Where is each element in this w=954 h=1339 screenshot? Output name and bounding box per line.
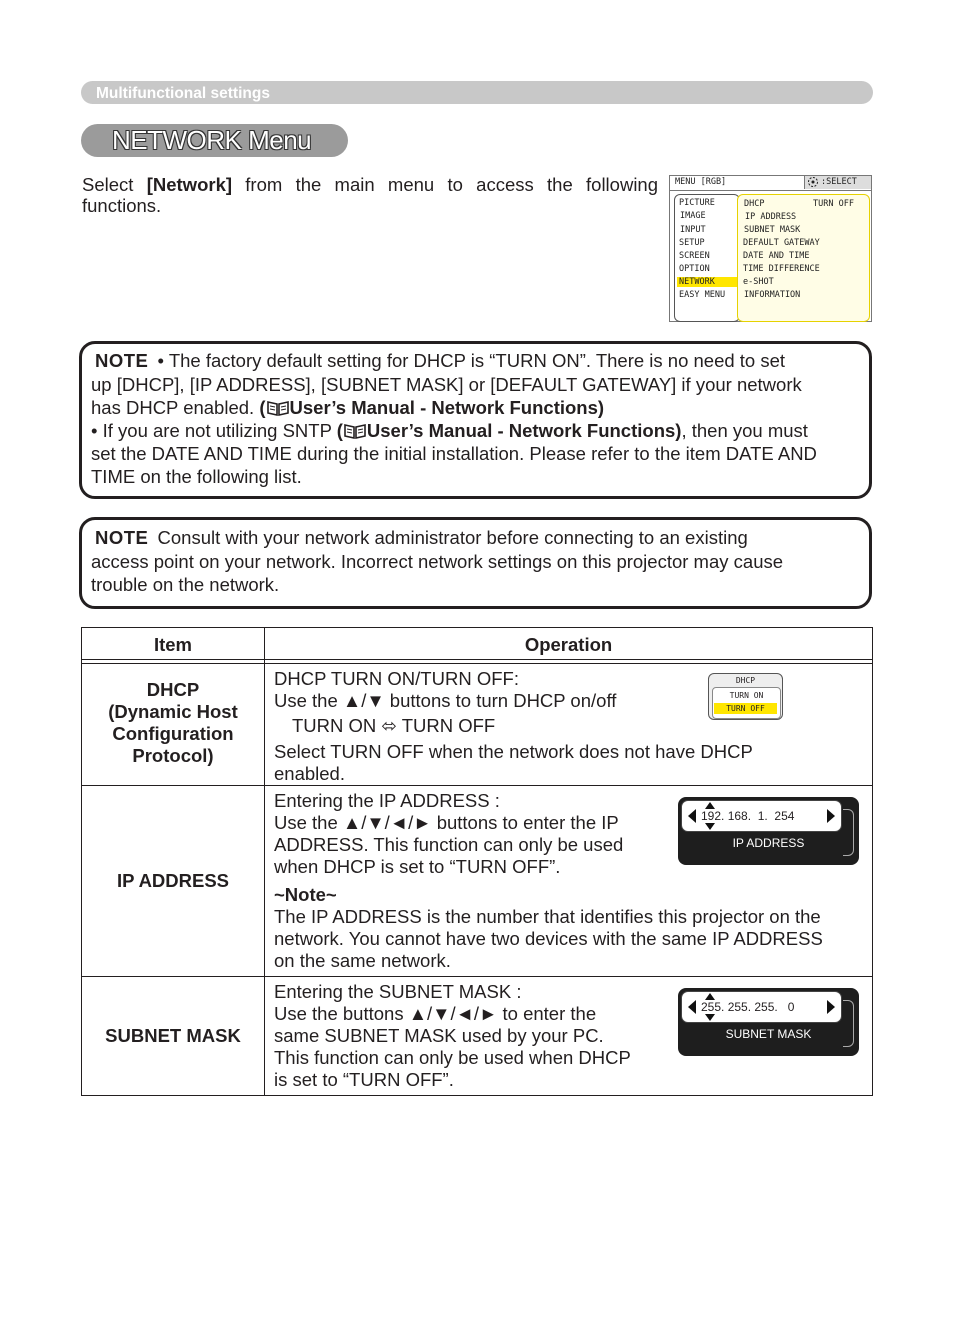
menu-item-network[interactable]: NETWORK <box>677 277 737 287</box>
note-box-network-admin <box>79 517 872 609</box>
menu-item-easy-menu[interactable]: EASY MENU <box>679 290 726 300</box>
submenu-item-dhcp[interactable]: DHCP <box>744 199 765 209</box>
subnet-mask-field[interactable] <box>681 991 842 1023</box>
table-column-divider <box>264 628 265 1095</box>
note1-line1: • The factory default setting for DHCP is “TURN ON”. There is no need to set <box>152 350 786 371</box>
intro-paragraph <box>82 174 658 216</box>
op-line: DHCP TURN ON/TURN OFF: <box>274 668 519 689</box>
subnet-mask-value: 255. 255. 255. 0 <box>701 1000 795 1014</box>
menu-item-setup[interactable]: SETUP <box>679 238 705 248</box>
menu-title: MENU [RGB] <box>675 177 727 187</box>
menu-item-image[interactable]: IMAGE <box>680 211 706 221</box>
submenu-item-information[interactable]: INFORMATION <box>744 290 801 300</box>
item-line: Configuration <box>112 723 234 744</box>
submenu-item-default-gateway[interactable]: DEFAULT GATEWAY <box>743 238 820 248</box>
table-header-divider-2 <box>82 663 872 664</box>
left-arrow-icon[interactable] <box>688 1000 696 1014</box>
item-line: Protocol) <box>132 745 214 766</box>
note2-line3: trouble on the network. <box>91 574 280 595</box>
submenu-item-time-difference[interactable]: TIME DIFFERENCE <box>743 264 820 274</box>
note1-line4-a: • If you are not utilizing SNTP <box>91 420 337 441</box>
menu-select-hint <box>804 176 871 189</box>
note2-line1: Consult with your network administrator before connecting to an existing <box>152 527 748 548</box>
table-row-divider <box>82 785 872 786</box>
submenu-item-subnet-mask[interactable]: SUBNET MASK <box>744 225 801 235</box>
op-line: on the same network. <box>274 950 451 971</box>
table-header-item: Item <box>153 634 193 655</box>
note1-manual-ref-1: User’s Manual - Network Functions) <box>289 397 605 418</box>
note-box-dhcp: NOTE • The factory default setting for DHCP is “TURN ON”. There is no need to set up [DHCP], [IP ADDRESS], [SUBNET MASK] or [DEFAULT GATEWAY] if your network has DHCP enabled. ( User’s Manual - Network Functions) • If you are not utilizing SNTP ( User’s Manual - Network Functions), then you must set the DATE AND TIME during the initial installation. Please refer to the item DATE AND TIME on the following list. <box>79 341 872 499</box>
right-arrow-icon[interactable] <box>827 809 835 823</box>
table-row-dhcp-item <box>82 679 264 767</box>
table-header-divider <box>82 659 872 660</box>
subnet-mask-osd-widget <box>678 988 859 1056</box>
subnet-mask-label: SUBNET MASK <box>725 1027 812 1041</box>
submenu-dhcp-value: TURN OFF <box>813 199 854 209</box>
menu-item-screen[interactable]: SCREEN <box>679 251 710 261</box>
op-line: Entering the SUBNET MASK : <box>274 981 522 1002</box>
ip-address-field[interactable] <box>681 800 842 832</box>
note1-line3: has DHCP enabled. <box>91 397 260 418</box>
op-line: network. You cannot have two devices with the same IP ADDRESS <box>274 928 823 949</box>
note-label: NOTE <box>91 526 152 549</box>
intro-text-post: from the main menu to access the following functions. <box>82 174 659 216</box>
submenu-item-date-and-time[interactable]: DATE AND TIME <box>743 251 810 261</box>
op-line: is set to “TURN OFF”. <box>274 1069 454 1090</box>
op-line: Select TURN OFF when the network does not have DHCP <box>274 741 753 762</box>
menu-top-bar <box>670 176 871 191</box>
op-line: Use the ▲/▼ buttons to turn DHCP on/off <box>274 690 617 711</box>
note1-manual-ref-2: User’s Manual - Network Functions) <box>366 420 682 441</box>
dhcp-osd-options <box>712 687 781 719</box>
op-line: This function can only be used when DHCP <box>274 1047 631 1068</box>
op-line: The IP ADDRESS is the number that identifies this projector on the <box>274 906 821 927</box>
menu-main-list <box>674 194 740 322</box>
ip-address-label: IP ADDRESS <box>732 836 805 850</box>
note2-line2: access point on your network. Incorrect network settings on this projector may cause <box>91 551 784 572</box>
note1-line2: up [DHCP], [IP ADDRESS], [SUBNET MASK] or [DEFAULT GATEWAY] if your network <box>91 374 802 395</box>
table-row-subnet-operation <box>274 981 631 1091</box>
note-label: NOTE <box>91 349 152 372</box>
manual-book-icon <box>267 400 289 416</box>
menu-select-text: :SELECT <box>821 177 857 187</box>
table-header-operation: Operation <box>524 634 613 655</box>
section-header-bar <box>81 81 873 104</box>
ip-address-osd-widget <box>678 797 859 865</box>
op-line: enabled. <box>274 763 345 784</box>
op-line: same SUBNET MASK used by your PC. <box>274 1025 604 1046</box>
menu-network-submenu <box>737 194 870 322</box>
submenu-item-ip-address[interactable]: IP ADDRESS <box>745 212 797 222</box>
note1-line6: TIME on the following list. <box>91 466 302 487</box>
dhcp-osd-title: DHCP <box>735 676 756 685</box>
op-note-heading: ~Note~ <box>274 884 337 905</box>
submenu-item-e-shot[interactable]: e-SHOT <box>743 277 774 287</box>
dhcp-option-turn-off[interactable]: TURN OFF <box>714 703 777 714</box>
menu-item-input[interactable]: INPUT <box>680 225 706 235</box>
page-title-pill <box>81 124 348 157</box>
section-header-text: Multifunctional settings <box>96 85 270 102</box>
item-line: IP ADDRESS <box>116 870 230 891</box>
op-line: Use the buttons ▲/▼/◄/► to enter the <box>274 1003 597 1024</box>
note1-line5: set the DATE AND TIME during the initial installation. Please refer to the item DATE AND <box>91 443 817 464</box>
menu-item-option[interactable]: OPTION <box>679 264 710 274</box>
op-line: Use the ▲/▼/◄/► buttons to enter the IP <box>274 812 619 833</box>
dhcp-option-turn-on[interactable]: TURN ON <box>729 691 764 700</box>
page-title: NETWORK Menu <box>112 125 312 155</box>
op-line: TURN ON ⬄ TURN OFF <box>292 715 496 736</box>
op-line: Entering the IP ADDRESS : <box>274 790 500 811</box>
network-menu-screenshot <box>669 175 872 322</box>
item-line: SUBNET MASK <box>105 1025 241 1046</box>
right-arrow-icon[interactable] <box>827 1000 835 1014</box>
table-row-ip-item <box>82 870 264 892</box>
table-row-divider <box>82 976 872 977</box>
manual-book-icon <box>344 423 366 439</box>
table-row-subnet-item <box>82 1025 264 1047</box>
select-dial-icon <box>807 176 819 188</box>
op-line: when DHCP is set to “TURN OFF”. <box>274 856 561 877</box>
left-arrow-icon[interactable] <box>688 809 696 823</box>
menu-item-picture[interactable]: PICTURE <box>679 198 715 208</box>
intro-text-pre: Select <box>82 174 147 195</box>
table-row-dhcp-operation <box>274 668 753 785</box>
dhcp-osd-widget <box>708 673 783 720</box>
note1-line4-c: , then you must <box>681 420 808 441</box>
intro-text-bold: [Network] <box>146 174 233 195</box>
op-line: ADDRESS. This function can only be used <box>274 834 624 855</box>
ip-address-value: 192. 168. 1. 254 <box>701 809 795 823</box>
item-line: (Dynamic Host <box>108 701 238 722</box>
item-line: DHCP <box>146 679 200 700</box>
